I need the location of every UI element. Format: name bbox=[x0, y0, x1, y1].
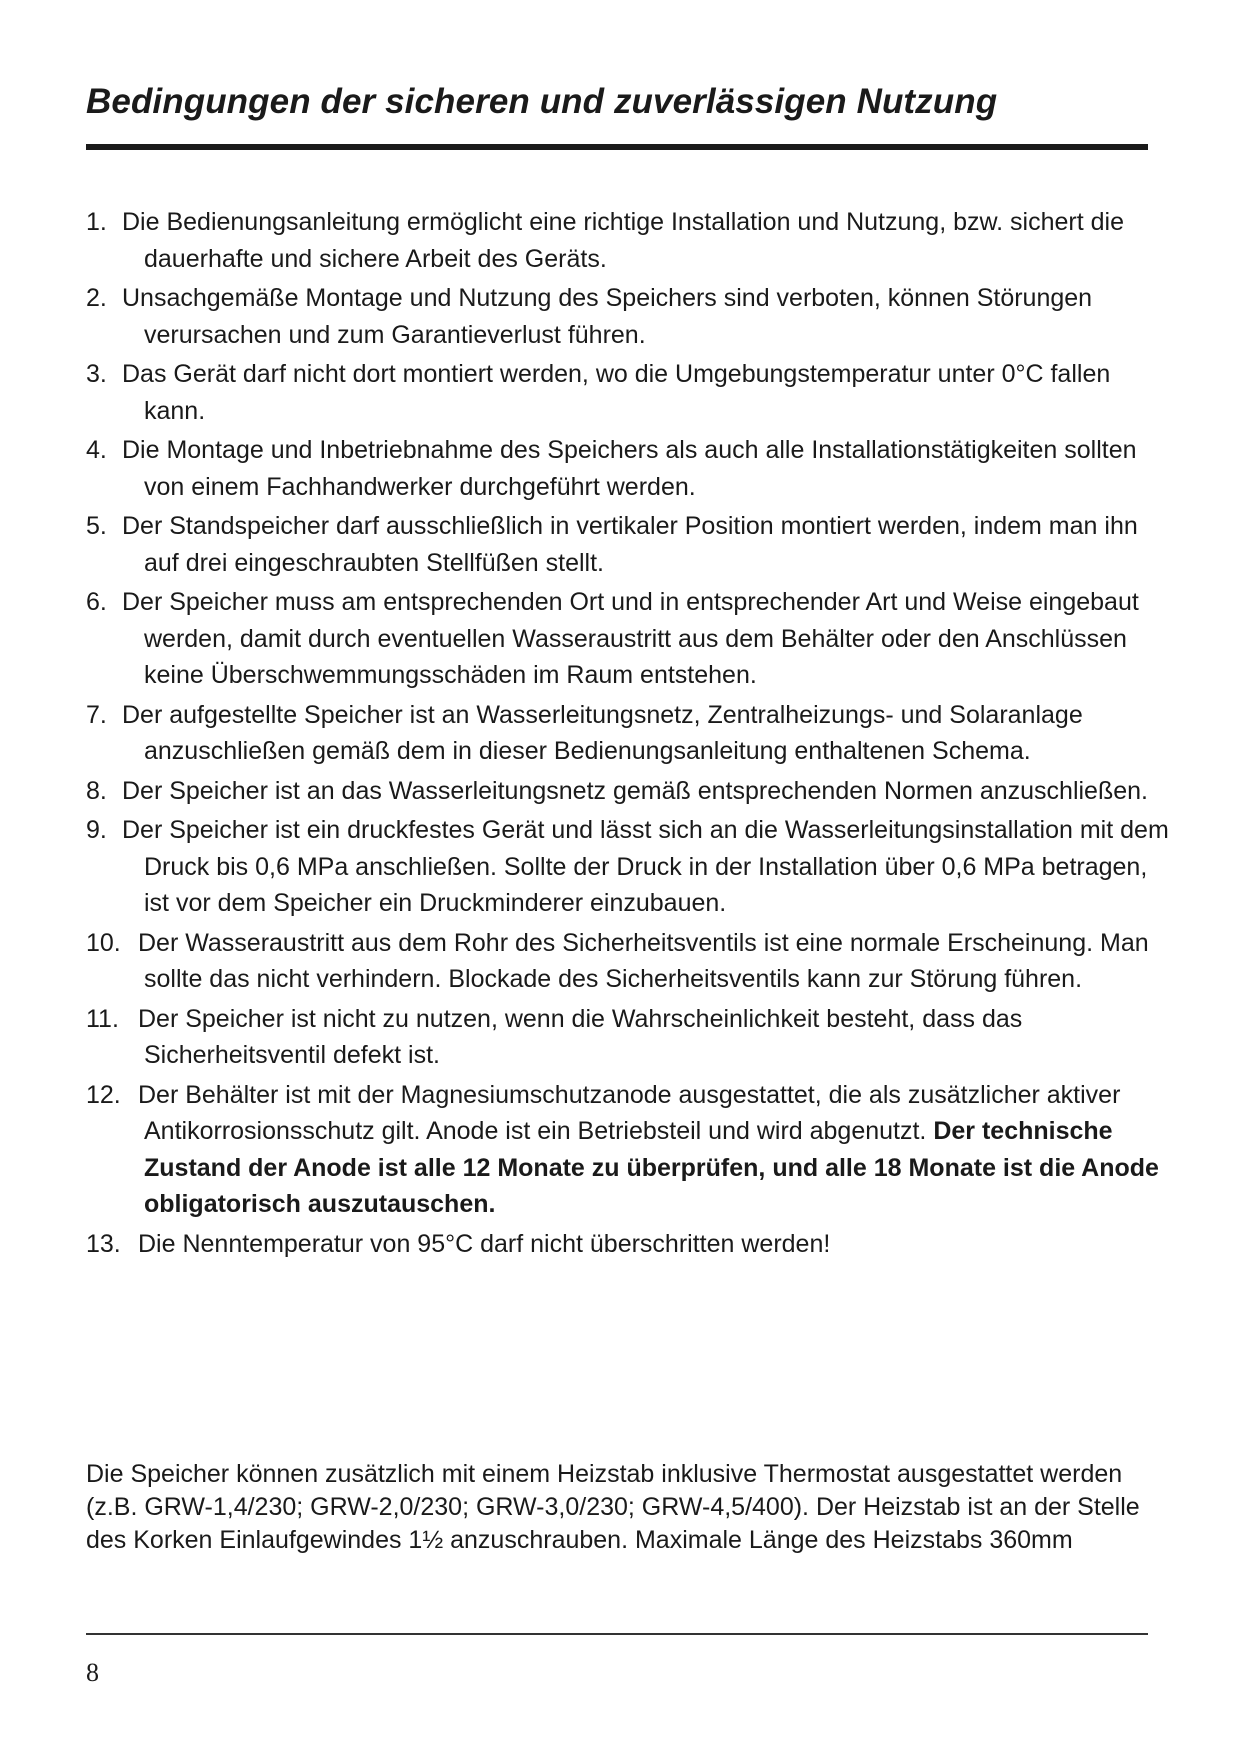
list-item-text: Der Speicher ist ein druckfestes Gerät und lässt sich an die Wasserleitungsinstallation mit dem Druck bis 0,6 MPa anschließen. Sollte der Druck in der Installation über 0,6 MPa betragen, ist vor dem Speicher ein Druckminderer einzubauen. bbox=[122, 816, 1169, 917]
list-item bbox=[86, 925, 1176, 998]
list-item-number: 2. bbox=[86, 284, 107, 312]
list-item-text: Der Speicher ist an das Wasserleitungsnetz gemäß entsprechenden Normen anzuschließen. bbox=[122, 776, 1148, 805]
list-item-text: Der Standspeicher darf ausschließlich in vertikaler Position montiert werden, indem man ihn auf drei eingeschraubten Stellfüßen stellt. bbox=[122, 512, 1138, 577]
list-item bbox=[86, 584, 1176, 694]
list-item-text: Das Gerät darf nicht dort montiert werden, wo die Umgebungstemperatur unter 0°C fallen kann. bbox=[122, 360, 1111, 425]
list-item bbox=[86, 356, 1176, 429]
list-item-text: Die Bedienungsanleitung ermöglicht eine richtige Installation und Nutzung, bzw. sichert die dauerhafte und sichere Arbeit des Geräts. bbox=[122, 208, 1124, 273]
list-item bbox=[86, 697, 1176, 770]
list-item-number: 8. bbox=[86, 776, 107, 805]
list-item bbox=[86, 1077, 1176, 1223]
list-item-text: Der Speicher muss am entsprechenden Ort und in entsprechender Art und Weise eingebaut werden, damit durch eventuellen Wasseraustritt aus dem Behälter oder den Anschlüssen keine Überschwemmungsschäden im Raum entstehen. bbox=[122, 588, 1139, 689]
list-item-text: Der Speicher ist nicht zu nutzen, wenn die Wahrscheinlichkeit besteht, dass das Sicherheitsventil defekt ist. bbox=[138, 1004, 1023, 1069]
list-item-warning-text: Der technische Zustand der Anode ist alle 12 Monate zu überprüfen, und alle 18 Monate ist die Anode obligatorisch auszutauschen. bbox=[144, 1117, 1159, 1218]
heater-info-paragraph: Die Speicher können zusätzlich mit einem Heizstab inklusive Thermostat ausgestattet werden (z.B. GRW-1,4/230; GRW-2,0/230; GRW-3,0/230; GRW-4,5/400). Der Heizstab ist an der Stelle des Korken Einlaufgewindes 1½ anzuschrauben. Maximale Länge des Heizstabs 360mm bbox=[86, 1460, 1140, 1554]
list-item-text: Der aufgestellte Speicher ist an Wasserleitungsnetz, Zentralheizungs- und Solaranlage anzuschließen gemäß dem in dieser Bedienungsanleitung enthaltenen Schema. bbox=[122, 700, 1083, 765]
page-number: 8 bbox=[86, 1658, 99, 1687]
footer-divider bbox=[86, 1633, 1148, 1635]
list-item-number: 9. bbox=[86, 816, 107, 844]
list-item-number: 12. bbox=[86, 1080, 121, 1109]
list-item-text: Die Montage und Inbetriebnahme des Speichers als auch alle Installationstätigkeiten sollten von einem Fachhandwerker durchgeführt werden. bbox=[122, 436, 1137, 501]
list-item bbox=[86, 773, 1176, 810]
list-item-number: 5. bbox=[86, 512, 107, 540]
list-item-number: 13. bbox=[86, 1229, 121, 1258]
list-item bbox=[86, 508, 1176, 581]
list-item-text: Die Nenntemperatur von 95°C darf nicht überschritten werden! bbox=[138, 1229, 831, 1258]
list-item-number: 7. bbox=[86, 700, 107, 729]
list-item bbox=[86, 280, 1176, 353]
page-title: Bedingungen der sicheren und zuverlässigen Nutzung bbox=[86, 82, 998, 121]
safety-rules-list bbox=[86, 204, 1176, 1265]
title-divider bbox=[86, 144, 1148, 150]
list-item-number: 1. bbox=[86, 208, 107, 236]
list-item-text: Unsachgemäße Montage und Nutzung des Speichers sind verboten, können Störungen verursachen und zum Garantieverlust führen. bbox=[122, 284, 1093, 349]
list-item-text: Der Behälter ist mit der Magnesiumschutzanode ausgestattet, die als zusätzlicher aktiver Antikorrosionsschutz gilt. Anode ist ein Betriebsteil und wird abgenutzt. bbox=[138, 1080, 1121, 1145]
list-item-number: 11. bbox=[86, 1004, 119, 1033]
list-item bbox=[86, 432, 1176, 505]
list-item bbox=[86, 1226, 1176, 1263]
list-item bbox=[86, 812, 1176, 922]
list-item-number: 4. bbox=[86, 436, 107, 464]
list-item-text: Der Wasseraustritt aus dem Rohr des Sicherheitsventils ist eine normale Erscheinung. Man sollte das nicht verhindern. Blockade des Sicherheitsventils kann zur Störung führen. bbox=[138, 928, 1149, 993]
list-item bbox=[86, 1001, 1176, 1074]
list-item bbox=[86, 204, 1176, 277]
list-item-number: 6. bbox=[86, 588, 107, 616]
list-item-number: 3. bbox=[86, 360, 107, 388]
list-item-number: 10. bbox=[86, 928, 121, 957]
